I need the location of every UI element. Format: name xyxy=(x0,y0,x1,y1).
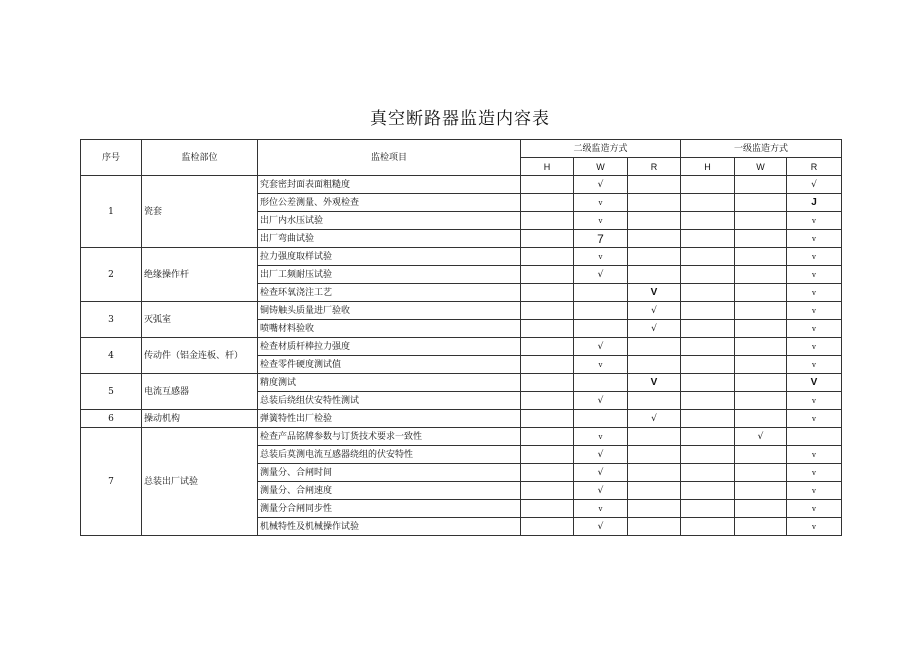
mark-l2-r xyxy=(628,356,681,374)
mark-l1-r: v xyxy=(787,392,842,410)
header-level1: 一级监造方式 xyxy=(681,140,842,158)
mark-l2-r xyxy=(628,338,681,356)
row-item: 检查环氧浇注工艺 xyxy=(258,284,521,302)
mark-l1-r: v xyxy=(787,482,842,500)
row-item: 出厂内水压试验 xyxy=(258,212,521,230)
mark-l2-h xyxy=(521,248,574,266)
mark-l2-r: V xyxy=(628,374,681,392)
mark-l2-h xyxy=(521,320,574,338)
mark-l2-r xyxy=(628,482,681,500)
row-seq-number: 7 xyxy=(81,428,142,536)
mark-l2-r xyxy=(628,194,681,212)
mark-l2-w: v xyxy=(574,248,628,266)
row-item: 究套密封面表面粗糙度 xyxy=(258,176,521,194)
mark-l2-w: v xyxy=(574,212,628,230)
header-l1-h: H xyxy=(681,158,735,176)
mark-l2-r xyxy=(628,518,681,536)
table-row xyxy=(81,374,842,392)
row-seq-number: 1 xyxy=(81,176,142,248)
mark-l1-w xyxy=(735,356,787,374)
mark-l2-w xyxy=(574,410,628,428)
mark-l1-h xyxy=(681,338,735,356)
mark-l2-w: √ xyxy=(574,446,628,464)
mark-l2-h xyxy=(521,212,574,230)
page-title: 真空断路器监造内容表 xyxy=(370,109,550,129)
mark-l1-r: v xyxy=(787,356,842,374)
mark-l1-h xyxy=(681,410,735,428)
row-seq-number: 2 xyxy=(81,248,142,302)
header-l1-r: R xyxy=(787,158,842,176)
mark-l1-w xyxy=(735,266,787,284)
table-row xyxy=(81,248,842,266)
header-seq: 序号 xyxy=(81,140,142,176)
mark-l2-r xyxy=(628,176,681,194)
mark-l2-w xyxy=(574,284,628,302)
mark-l1-w xyxy=(735,302,787,320)
mark-l2-r xyxy=(628,428,681,446)
mark-l1-h xyxy=(681,500,735,518)
mark-l2-h xyxy=(521,266,574,284)
mark-l1-w: √ xyxy=(735,428,787,446)
mark-l1-h xyxy=(681,464,735,482)
row-part: 操动机构 xyxy=(142,410,258,428)
mark-l1-w xyxy=(735,482,787,500)
row-item: 精度测试 xyxy=(258,374,521,392)
mark-l1-w xyxy=(735,230,787,248)
mark-l1-h xyxy=(681,518,735,536)
header-item: 监检项目 xyxy=(258,140,521,176)
mark-l1-h xyxy=(681,428,735,446)
header-l2-r: R xyxy=(628,158,681,176)
mark-l1-r: v xyxy=(787,410,842,428)
mark-l1-w xyxy=(735,194,787,212)
row-item: 出厂弯曲试验 xyxy=(258,230,521,248)
mark-l2-w: v xyxy=(574,194,628,212)
mark-l1-r: v xyxy=(787,518,842,536)
table-row xyxy=(81,176,842,194)
row-part: 灭弧室 xyxy=(142,302,258,338)
mark-l2-w: √ xyxy=(574,266,628,284)
row-item: 总装后绕组伏安特性测试 xyxy=(258,392,521,410)
mark-l2-r xyxy=(628,500,681,518)
header-part: 监检部位 xyxy=(142,140,258,176)
mark-l2-h xyxy=(521,392,574,410)
mark-l1-w xyxy=(735,284,787,302)
mark-l1-r: v xyxy=(787,284,842,302)
mark-l1-h xyxy=(681,392,735,410)
mark-l2-h xyxy=(521,338,574,356)
row-item: 机械特性及机械操作试验 xyxy=(258,518,521,536)
mark-l1-h xyxy=(681,176,735,194)
mark-l2-w xyxy=(574,320,628,338)
mark-l2-w: v xyxy=(574,356,628,374)
mark-l2-h xyxy=(521,518,574,536)
mark-l2-h xyxy=(521,446,574,464)
mark-l1-r: v xyxy=(787,266,842,284)
table-row xyxy=(81,428,842,446)
row-item: 形位公差测量、外观检查 xyxy=(258,194,521,212)
mark-l2-h xyxy=(521,230,574,248)
mark-l1-r: v xyxy=(787,212,842,230)
mark-l2-w xyxy=(574,302,628,320)
mark-l1-r: V xyxy=(787,374,842,392)
mark-l1-w xyxy=(735,446,787,464)
row-seq-number: 3 xyxy=(81,302,142,338)
mark-l1-r: v xyxy=(787,302,842,320)
mark-l2-h xyxy=(521,176,574,194)
row-item: 喷嘴材料验收 xyxy=(258,320,521,338)
mark-l2-w: √ xyxy=(574,176,628,194)
mark-l1-h xyxy=(681,284,735,302)
row-part: 瓷套 xyxy=(142,176,258,248)
mark-l1-w xyxy=(735,518,787,536)
mark-l2-r xyxy=(628,212,681,230)
mark-l2-r: √ xyxy=(628,320,681,338)
mark-l1-r: v xyxy=(787,320,842,338)
row-item: 检查材质杆棒拉力强度 xyxy=(258,338,521,356)
mark-l2-h xyxy=(521,500,574,518)
row-item: 测量分、合闸时间 xyxy=(258,464,521,482)
table-body xyxy=(81,176,842,536)
mark-l2-w: √ xyxy=(574,392,628,410)
row-seq-number: 5 xyxy=(81,374,142,410)
mark-l1-w xyxy=(735,374,787,392)
mark-l1-w xyxy=(735,392,787,410)
mark-l1-w xyxy=(735,500,787,518)
mark-l2-w xyxy=(574,374,628,392)
row-item: 总装后莫测电流互感器绕组的伏安特性 xyxy=(258,446,521,464)
mark-l2-h xyxy=(521,482,574,500)
mark-l2-r: √ xyxy=(628,302,681,320)
mark-l1-h xyxy=(681,194,735,212)
mark-l2-r xyxy=(628,230,681,248)
mark-l2-h xyxy=(521,284,574,302)
mark-l1-r: J xyxy=(787,194,842,212)
mark-l2-h xyxy=(521,374,574,392)
row-part: 总装出厂试验 xyxy=(142,428,258,536)
mark-l1-r: v xyxy=(787,464,842,482)
mark-l1-h xyxy=(681,266,735,284)
row-seq-number: 6 xyxy=(81,410,142,428)
header-l2-h: H xyxy=(521,158,574,176)
mark-l1-r: v xyxy=(787,446,842,464)
row-seq-number: 4 xyxy=(81,338,142,374)
mark-l2-w: √ xyxy=(574,338,628,356)
mark-l1-h xyxy=(681,230,735,248)
mark-l2-r: √ xyxy=(628,410,681,428)
mark-l1-w xyxy=(735,176,787,194)
row-item: 检查产品铭牌参数与订货技术要求一致性 xyxy=(258,428,521,446)
mark-l2-w: v xyxy=(574,428,628,446)
mark-l1-r: v xyxy=(787,338,842,356)
row-item: 拉力强度取样试验 xyxy=(258,248,521,266)
mark-l2-w: √ xyxy=(574,482,628,500)
mark-l1-r: v xyxy=(787,248,842,266)
mark-l1-r: v xyxy=(787,230,842,248)
mark-l2-r xyxy=(628,266,681,284)
header-l2-w: W xyxy=(574,158,628,176)
header-level2: 二级监造方式 xyxy=(521,140,681,158)
row-item: 铜铸触头质量进厂验收 xyxy=(258,302,521,320)
table-row xyxy=(81,410,842,428)
inspection-table xyxy=(80,139,842,536)
mark-l2-w: v xyxy=(574,500,628,518)
mark-l1-r: √ xyxy=(787,176,842,194)
mark-l1-w xyxy=(735,338,787,356)
mark-l2-h xyxy=(521,302,574,320)
row-item: 测量分合闸同步性 xyxy=(258,500,521,518)
row-part: 传动件（铝金连板、杆） xyxy=(142,338,258,374)
mark-l1-h xyxy=(681,302,735,320)
row-part: 电流互感器 xyxy=(142,374,258,410)
mark-l1-h xyxy=(681,374,735,392)
mark-l2-h xyxy=(521,194,574,212)
row-item: 检查零件硬度测试值 xyxy=(258,356,521,374)
mark-l1-h xyxy=(681,320,735,338)
row-part: 绝缘操作杆 xyxy=(142,248,258,302)
mark-l2-h xyxy=(521,356,574,374)
mark-l2-r xyxy=(628,446,681,464)
row-item: 出厂工频耐压试验 xyxy=(258,266,521,284)
mark-l2-w: √ xyxy=(574,518,628,536)
header-l1-w: W xyxy=(735,158,787,176)
mark-l2-h xyxy=(521,428,574,446)
row-item: 测量分、合闸速度 xyxy=(258,482,521,500)
mark-l1-w xyxy=(735,464,787,482)
mark-l1-h xyxy=(681,356,735,374)
mark-l2-w: √ xyxy=(574,464,628,482)
mark-l1-h xyxy=(681,446,735,464)
mark-l1-w xyxy=(735,212,787,230)
table-row xyxy=(81,302,842,320)
mark-l2-h xyxy=(521,410,574,428)
mark-l2-r xyxy=(628,248,681,266)
mark-l1-h xyxy=(681,482,735,500)
header-row-1 xyxy=(81,140,842,158)
mark-l2-r xyxy=(628,464,681,482)
mark-l2-r xyxy=(628,392,681,410)
mark-l1-r: v xyxy=(787,500,842,518)
mark-l2-h xyxy=(521,464,574,482)
row-item: 弹簧特性出厂检验 xyxy=(258,410,521,428)
mark-l1-w xyxy=(735,410,787,428)
mark-l2-w: 7 xyxy=(574,230,628,248)
mark-l1-h xyxy=(681,248,735,266)
mark-l1-h xyxy=(681,212,735,230)
mark-l1-r xyxy=(787,428,842,446)
mark-l1-w xyxy=(735,320,787,338)
mark-l1-w xyxy=(735,248,787,266)
table-row xyxy=(81,338,842,356)
mark-l2-r: V xyxy=(628,284,681,302)
